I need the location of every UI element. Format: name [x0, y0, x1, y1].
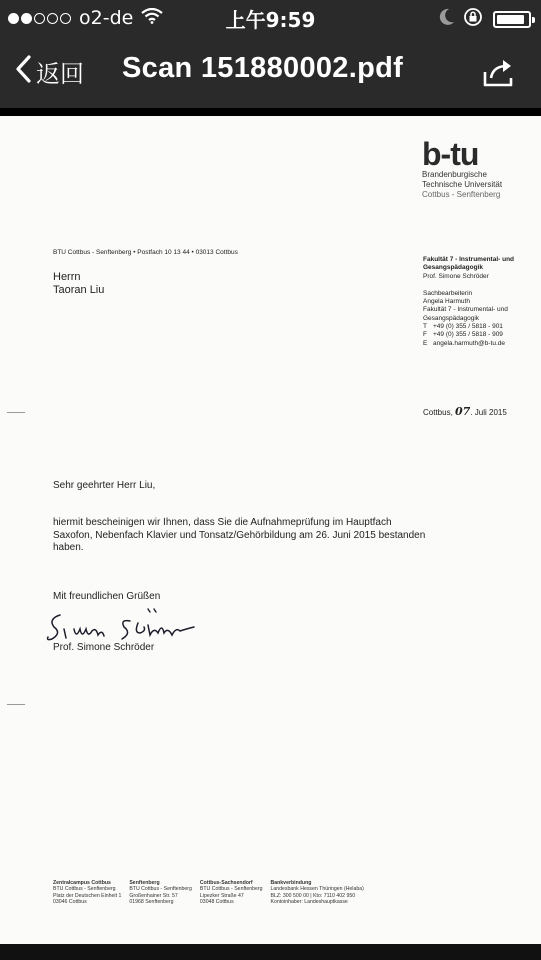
- footer-line: Lipezker Straße 47: [199, 892, 244, 899]
- handler-dept: Fakultät 7 - Instrumental- und Gesangspädagogik: [423, 306, 508, 322]
- signer-name: Prof. Simone Schröder: [53, 642, 155, 653]
- date-rest: . Juli 2015: [470, 408, 507, 417]
- contact-key: E: [423, 339, 428, 347]
- salutation: Sehr geehrter Herr Liu,: [53, 480, 156, 491]
- fold-mark: [7, 704, 25, 705]
- status-time: 上午9:59: [225, 8, 316, 32]
- contact-value: +49 (0) 355 / 5818 - 901: [433, 323, 503, 331]
- orientation-lock-icon: [463, 7, 483, 31]
- footer-line: BLZ: 300 500 00 | Kto: 7110 402 950: [270, 892, 356, 899]
- faculty-professor: Prof. Simone Schröder: [423, 272, 489, 280]
- logo-line: Brandenburgische: [422, 170, 487, 179]
- footer-line: BTU Cottbus - Senftenberg: [129, 886, 192, 893]
- recipient-line: Taoran Liu: [53, 284, 105, 296]
- footer-column: [53, 880, 121, 905]
- back-button[interactable]: [14, 54, 84, 88]
- faculty-title: Fakultät 7 - Instrumental- und Gesangspädagogik: [423, 256, 515, 272]
- footer-column: [200, 880, 263, 905]
- nav-divider: [0, 108, 541, 116]
- footer-line: Landesbank Hessen Thüringen (Helaba): [270, 886, 364, 893]
- letter-footer: [53, 880, 372, 905]
- footer-line: BTU Cottbus - Senftenberg: [53, 886, 116, 893]
- bottom-edge: [0, 944, 541, 960]
- date-city: Cottbus,: [423, 408, 453, 417]
- footer-line: 03048 Cottbus: [199, 898, 234, 905]
- footer-title: Senftenberg: [129, 880, 160, 886]
- carrier-name: o2-de: [79, 7, 134, 29]
- page-title: Scan 151880002.pdf: [122, 52, 404, 84]
- closing: Mit freundlichen Grüßen: [53, 591, 161, 602]
- battery-nub: [532, 17, 535, 23]
- footer-line: BTU Cottbus - Senftenberg: [199, 886, 263, 893]
- contact-row: [423, 331, 533, 339]
- handwritten-signature: [44, 605, 204, 645]
- share-button[interactable]: [481, 56, 517, 88]
- footer-line: Kontoinhaber: Landeshauptkasse: [270, 898, 348, 905]
- footer-line: Platz der Deutschen Einheit 1: [53, 892, 122, 899]
- navigation-bar: [0, 36, 541, 108]
- recipient-line: Herrn: [53, 271, 81, 283]
- contact-row: [423, 340, 533, 348]
- logo-mark: b-tu: [422, 136, 479, 172]
- footer-line: Großenhainer Str. 57: [129, 892, 178, 899]
- logo-line: Technische Universität: [422, 180, 503, 189]
- footer-line: 01968 Senftenberg: [129, 898, 174, 905]
- pdf-page[interactable]: [0, 116, 541, 944]
- footer-column: [271, 880, 364, 905]
- footer-title: Bankverbindung: [270, 880, 312, 886]
- faculty-block: [423, 256, 533, 348]
- footer-title: Cottbus-Sachsendorf: [199, 880, 253, 886]
- status-right: [439, 7, 531, 31]
- moon-icon: [439, 8, 455, 30]
- date-day: 07: [455, 405, 471, 418]
- university-logo: [422, 138, 502, 200]
- battery-fill: [497, 15, 524, 24]
- recipient-address: [53, 271, 104, 297]
- footer-line: 03046 Cottbus: [53, 898, 87, 905]
- contact-value: +49 (0) 355 / 5818 - 909: [433, 331, 503, 339]
- footer-column: [129, 880, 192, 905]
- contact-value: angela.harmuth@b-tu.de: [433, 339, 506, 347]
- letter-body: hiermit bescheinigen wir Ihnen, dass Sie die Aufnahmeprüfung im Hauptfach Saxofon, Nebenfach Klavier und Tonsatz/Gehörbildung am 26. Juni 2015 bestanden haben.: [53, 517, 426, 553]
- status-bar: [0, 0, 541, 36]
- chevron-left-icon: [14, 54, 32, 89]
- contact-key: F: [423, 331, 427, 339]
- share-icon: [481, 56, 517, 88]
- contact-key: T: [423, 323, 427, 331]
- back-label: 返回: [36, 59, 84, 88]
- return-address: BTU Cottbus - Senftenberg • Postfach 10 13 44 • 03013 Cottbus: [53, 249, 238, 256]
- footer-title: Zentralcampus Cottbus: [53, 880, 111, 886]
- contact-row: [423, 323, 533, 331]
- handler-name: Angela Harmuth: [423, 298, 470, 306]
- fold-mark: [7, 412, 25, 413]
- handler-label: Sachbearbeiterin: [423, 289, 473, 297]
- logo-line: Cottbus - Senftenberg: [422, 190, 501, 199]
- battery-icon: [493, 11, 531, 28]
- letter-date: [423, 405, 507, 418]
